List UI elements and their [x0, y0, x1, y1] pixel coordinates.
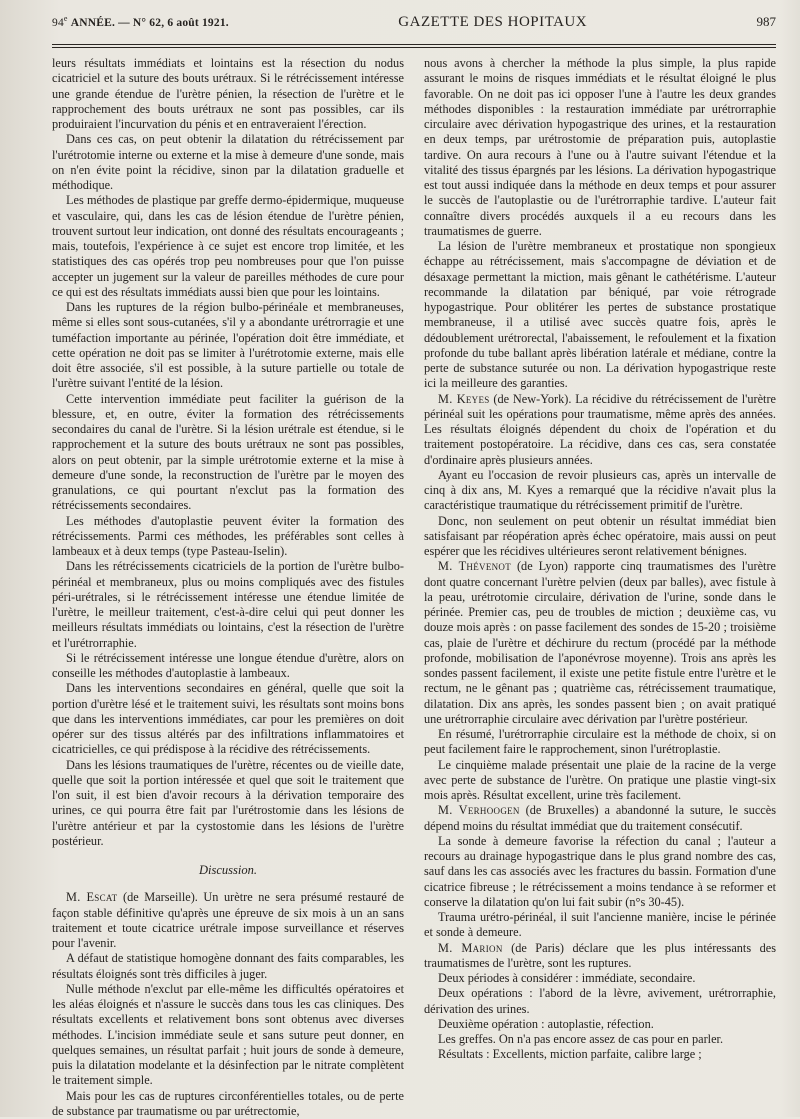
paragraph-text: A défaut de statistique homogène donnant des faits comparables, les résultats éloignés sont très difficiles à juger.: [52, 951, 404, 980]
paragraph-text: En résumé, l'urétrorraphie circulaire est la méthode de choix, si on peut facilement faire le rapprochement, sinon l'urétroplastie.: [424, 727, 776, 756]
paragraph: [424, 56, 776, 239]
paragraph-text: Mais pour les cas de ruptures circonférentielles totales, ou de perte de substance par traumatisme ou par urétrectomie,: [52, 1089, 404, 1118]
paragraph: [52, 951, 404, 982]
paragraph: [424, 971, 776, 986]
paragraph: [424, 559, 776, 727]
paragraph: [424, 392, 776, 468]
paragraph: leurs résultats immédiats et lointains est la résection du nodus cicatriciel et la suture des bouts urétraux. Si le rétrécissement intéresse une grande étendue de l'urètre pénien, la résection de l'urètre et le rapprochement des bouts urétraux ne sont pas possibles, car ils produiraient l'incurvation du pénis et en entraveraient l'érection.: [52, 56, 404, 132]
paragraph-text: Le cinquième malade présentait une plaie de la racine de la verge avec perte de substance de l'urètre. On pratique une plastie vingt-six mois après. Résultat excellent, urine très facilement.: [424, 758, 776, 803]
speaker-name: M. Escat: [66, 890, 117, 904]
paragraph-text: nous avons à chercher la méthode la plus simple, la plus rapide assurant le moins de risques immédiats et le résultat éloigné le plus favorable. On ne doit pas ici opposer l'une à l'autre les deux grandes méthodes disponibles : la restauration immédiate par urétrorraphie circulaire avec dérivation hypogastrique des urines, et la restauration en deux temps, par urétrostomie de préparation puis, autoplastie tardive. On aura recours à l'une ou à l'autre suivant l'étendue et la vitalité des tissus épargnés par les lésions. La dérivation hypogastrique est tout aussi indiquée dans la méthode en deux temps et pour assurer le succès de l'autoplastie ou de l'urétrorraphie tardive. L'auteur fait connaître divers procédés auxquels il a eu recours dans les traumatismes de guerre.: [424, 56, 776, 238]
paragraph-text: (de Marseille). Un urètre ne sera présumé restauré de façon stable définitive qu'après une épreuve de six mois à un an sans traitement et toute cicatrice urétrale impose surveillance et réserves pour l'avenir.: [52, 890, 404, 950]
speaker-name: M. Thévenot: [438, 559, 511, 573]
year-number: 94: [52, 17, 64, 29]
paragraph-text: La lésion de l'urètre membraneux et prostatique non spongieux échappe au rétrécissement, mais s'accompagne de déviation et de désaxage permettant la miction, mais gênant le cathétérisme. L'auteur recommande la dilatation par béniqué, par voie rétrograde hypogastrique. Pour oblitérer les pertes de substance prostatique membraneuse, il a utilisé avec succès quatre fois, après le dédoublement urétrorectal, l'abaissement, le refoulement et la fixation profonde du tube ballant après libération latérale et médiane, contre la perte de substance suturée ou non. La dérivation hypogastrique reste ici la meilleure des garanties.: [424, 239, 776, 390]
paragraph-text: Deux opérations : l'abord de la lèvre, avivement, urétrorraphie, dérivation des urines.: [424, 986, 776, 1015]
paragraph: [424, 1032, 776, 1047]
text-columns: [52, 56, 776, 1119]
paragraph: [424, 803, 776, 834]
paragraph: [424, 834, 776, 910]
paragraph-text: (de New-York). La récidive du rétrécissement de l'urètre périnéal suit les opérations pour traumatisme, même après des années. Les résultats éloignés dépendent du choix de l'opération et du traitement postopératoire. La récidive, dans ces cas, sera constatée d'ordinaire après plusieurs années.: [424, 392, 776, 467]
paragraph: [424, 468, 776, 514]
header-rule-secondary: [52, 47, 776, 48]
paragraph: [424, 1017, 776, 1032]
speaker-name: M. Marion: [438, 941, 503, 955]
paragraph-text: Trauma urétro-périnéal, il suit l'ancienne manière, incise le périnée et sonde à demeure.: [424, 910, 776, 939]
paragraph: [424, 758, 776, 804]
paragraph: [424, 514, 776, 560]
paragraph: Dans les lésions traumatiques de l'urètre, récentes ou de vieille date, quelle que soit la portion intéressée et quel que soit le traitement que l'on suit, il est bien d'avoir recours à la dérivation temporaire des urines, ce qui pourra être fait par l'urétrostomie dans les lésions de l'urètre antérieur et par la cystostomie dans les lésions de l'urètre postérieur.: [52, 758, 404, 850]
discussion-left: [52, 890, 404, 1119]
paragraph-text: Nulle méthode n'exclut par elle-même les difficultés opératoires et les aléas éloignés et n'assure le succès dans tous les cas cliniques. Des résultats excellents et relativement bons sont obtenus avec diverses méthodes. L'incision immédiate seule et sans suture peut donner, en quelques semaines, un résultat parfait ; huit jours de sonde à demeure, puis la dilatation modelante et la désinfection par le nitrate complètent le traitement simple.: [52, 982, 404, 1088]
paragraph-text: Ayant eu l'occasion de revoir plusieurs cas, après un intervalle de cinq à dix ans, M. Kyes a remarqué que la récidive n'avait plus la caractéristique traumatique du rétrécissement primitif de l'urètre.: [424, 468, 776, 513]
journal-title: GAZETTE DES HOPITAUX: [398, 14, 587, 31]
paragraph-text: (de Lyon) rapporte cinq traumatismes des l'urètre dont quatre concernant l'urètre pelvien (deux par balles), avec fistule à la peau, urétrotomie circulaire, dérivation de l'urine, sonde dans le périnée. Premier cas, peu de troubles de miction ; deuxième cas, vu douze mois après : on passe facilement des sondes de 15-20 ; troisième cas, plaie de l'urètre et déchirure du rectum (procédé par la méthode profonde, mobilisation de l'aponévrose moyenne). Trois ans après les sondes passent facilement, il existe une petite fistule entre l'urètre et le rectum, ne le gênant pas ; quatrième cas, rétrécissement traumatique, dilatation. Dix ans après, les sondes passent bien ; on avait pratiqué une urétrorraphie circulaire avec dérivation par l'urètre postérieur.: [424, 559, 776, 726]
paragraph-text: Deux périodes à considérer : immédiate, secondaire.: [438, 971, 695, 985]
paragraph-text: Deuxième opération : autoplastie, réfection.: [438, 1017, 654, 1031]
paragraph: [52, 1089, 404, 1119]
paragraph: Les méthodes d'autoplastie peuvent éviter la formation des rétrécissements. Parmi ces méthodes, les préférables sont celles à lambeaux et à deux temps (type Pasteau-Iselin).: [52, 514, 404, 560]
paragraph: [424, 239, 776, 392]
paragraph: [424, 1047, 776, 1062]
header-rule: [52, 44, 776, 45]
paragraph-text: (de Bruxelles) a abandonné la suture, le succès dépend moins du résultat immédiat que du traitement consécutif.: [424, 803, 776, 832]
page-number: 987: [757, 14, 777, 30]
paragraph: Dans les interventions secondaires en général, quelle que soit la portion d'urètre lésé et le traitement suivi, les résultats sont moins bons que dans les interventions immédiates, car pour les premières on doit opérer sur des tissus altérés par des infiltrations inflammatoires et cicatricielles, ce qui prédispose à la récidive des rétrécissements.: [52, 681, 404, 757]
left-column: [52, 56, 404, 1119]
paragraph: Si le rétrécissement intéresse une longue étendue d'urètre, alors on conseille les méthodes d'autoplastie à lambeaux.: [52, 651, 404, 682]
paragraph: [424, 727, 776, 758]
paragraph-text: Résultats : Excellents, miction parfaite, calibre large ;: [438, 1047, 702, 1061]
paragraph: Cette intervention immédiate peut faciliter la guérison de la blessure, et, en outre, éviter la formation des rétrécissements secondaires du canal de l'urètre. Si la lésion urétrale est étendue, si le rapprochement et la suture des bouts urétraux ne sont pas possibles, alors on peut obtenir, par la simple urétrotomie externe et la mise à demeure d'une sonde, la reconstruction de l'urètre par le moyen des granulations, ce qui pourtant n'exclut pas la formation des rétrécissements secondaires.: [52, 392, 404, 514]
paragraph: [424, 941, 776, 972]
speaker-name: M. Verhoogen: [438, 803, 520, 817]
paragraph: [424, 910, 776, 941]
paragraph-text: La sonde à demeure favorise la réfection du canal ; l'auteur a recours au drainage hypogastrique dans le plus grand nombre des cas, sauf dans les cas associés avec les fractures du bassin. Formation d'une cicatrice fibreuse ; le rétrécissement a moins tendance à se reformer et conserve la dilatation qu'on lui fait subir (n°s 30-45).: [424, 834, 776, 909]
year-suffix: e: [64, 14, 68, 23]
right-column: [424, 56, 776, 1119]
paragraph: Dans les ruptures de la région bulbo-périnéale et membraneuses, même si elles sont sous-cutanées, s'il y a abondante urétrorragie et une tuméfaction importante au périnée, l'opération doit être immédiate, et cette opération ne doit pas se limiter à l'urétrotomie externe, mais elle doit être associée, s'il est possible, à la suture partielle ou totale de l'urètre suivant l'entité de la lésion.: [52, 300, 404, 392]
paragraph-text: Donc, non seulement on peut obtenir un résultat immédiat bien satisfaisant par réopération après échec opératoire, mais aussi on peut espérer que les récidives ultérieures seront relativement bénignes.: [424, 514, 776, 559]
paragraph: [424, 986, 776, 1017]
discussion-heading: Discussion.: [52, 863, 404, 878]
paragraph: Dans les rétrécissements cicatriciels de la portion de l'urètre bulbo-périnéal et membraneux, plus ou moins compliqués avec des fistules péri-urétrales, si le rétrécissement intéresse une étendue limitée de l'urètre, le meilleur traitement, c'est-à-dire celui qui peut donner les meilleurs résultats immédiats ou lointains, c'est la résection de l'urètre et l'urétrorraphie.: [52, 559, 404, 651]
paragraph: [52, 982, 404, 1089]
paragraph: Dans ces cas, on peut obtenir la dilatation du rétrécissement par l'urétrotomie interne ou externe et la mise à demeure d'une sonde, mais on n'en évite point la récidive, sinon par la dilatation graduelle et méthodique.: [52, 132, 404, 193]
paragraph-text: Les greffes. On n'a pas encore assez de cas pour en parler.: [438, 1032, 723, 1046]
paragraph-text: (de Paris) déclare que les plus intéressants des traumatismes de l'urètre, sont les ruptures.: [424, 941, 776, 970]
issue-date: ANNÉE. — N° 62, 6 août 1921.: [71, 17, 229, 29]
paragraph: Les méthodes de plastique par greffe dermo-épidermique, muqueuse et vasculaire, qui, dans les cas de lésion étendue de l'urètre pénien, trouvent surtout leur indication, ont donné des résultats encourageants ; mais, toutefois, l'expérience à ce sujet est encore trop limitée, et les statistiques des cas opérés trop peu nombreuses pour que l'on puisse accepter un jugement sur la valeur de pareilles méthodes de cure pour ce qui est des résultats immédiats aussi bien que pour les lointains.: [52, 193, 404, 300]
paragraph: [52, 890, 404, 951]
speaker-name: M. Keyes: [438, 392, 490, 406]
issue-info: [52, 14, 229, 29]
page-header: [52, 14, 776, 38]
